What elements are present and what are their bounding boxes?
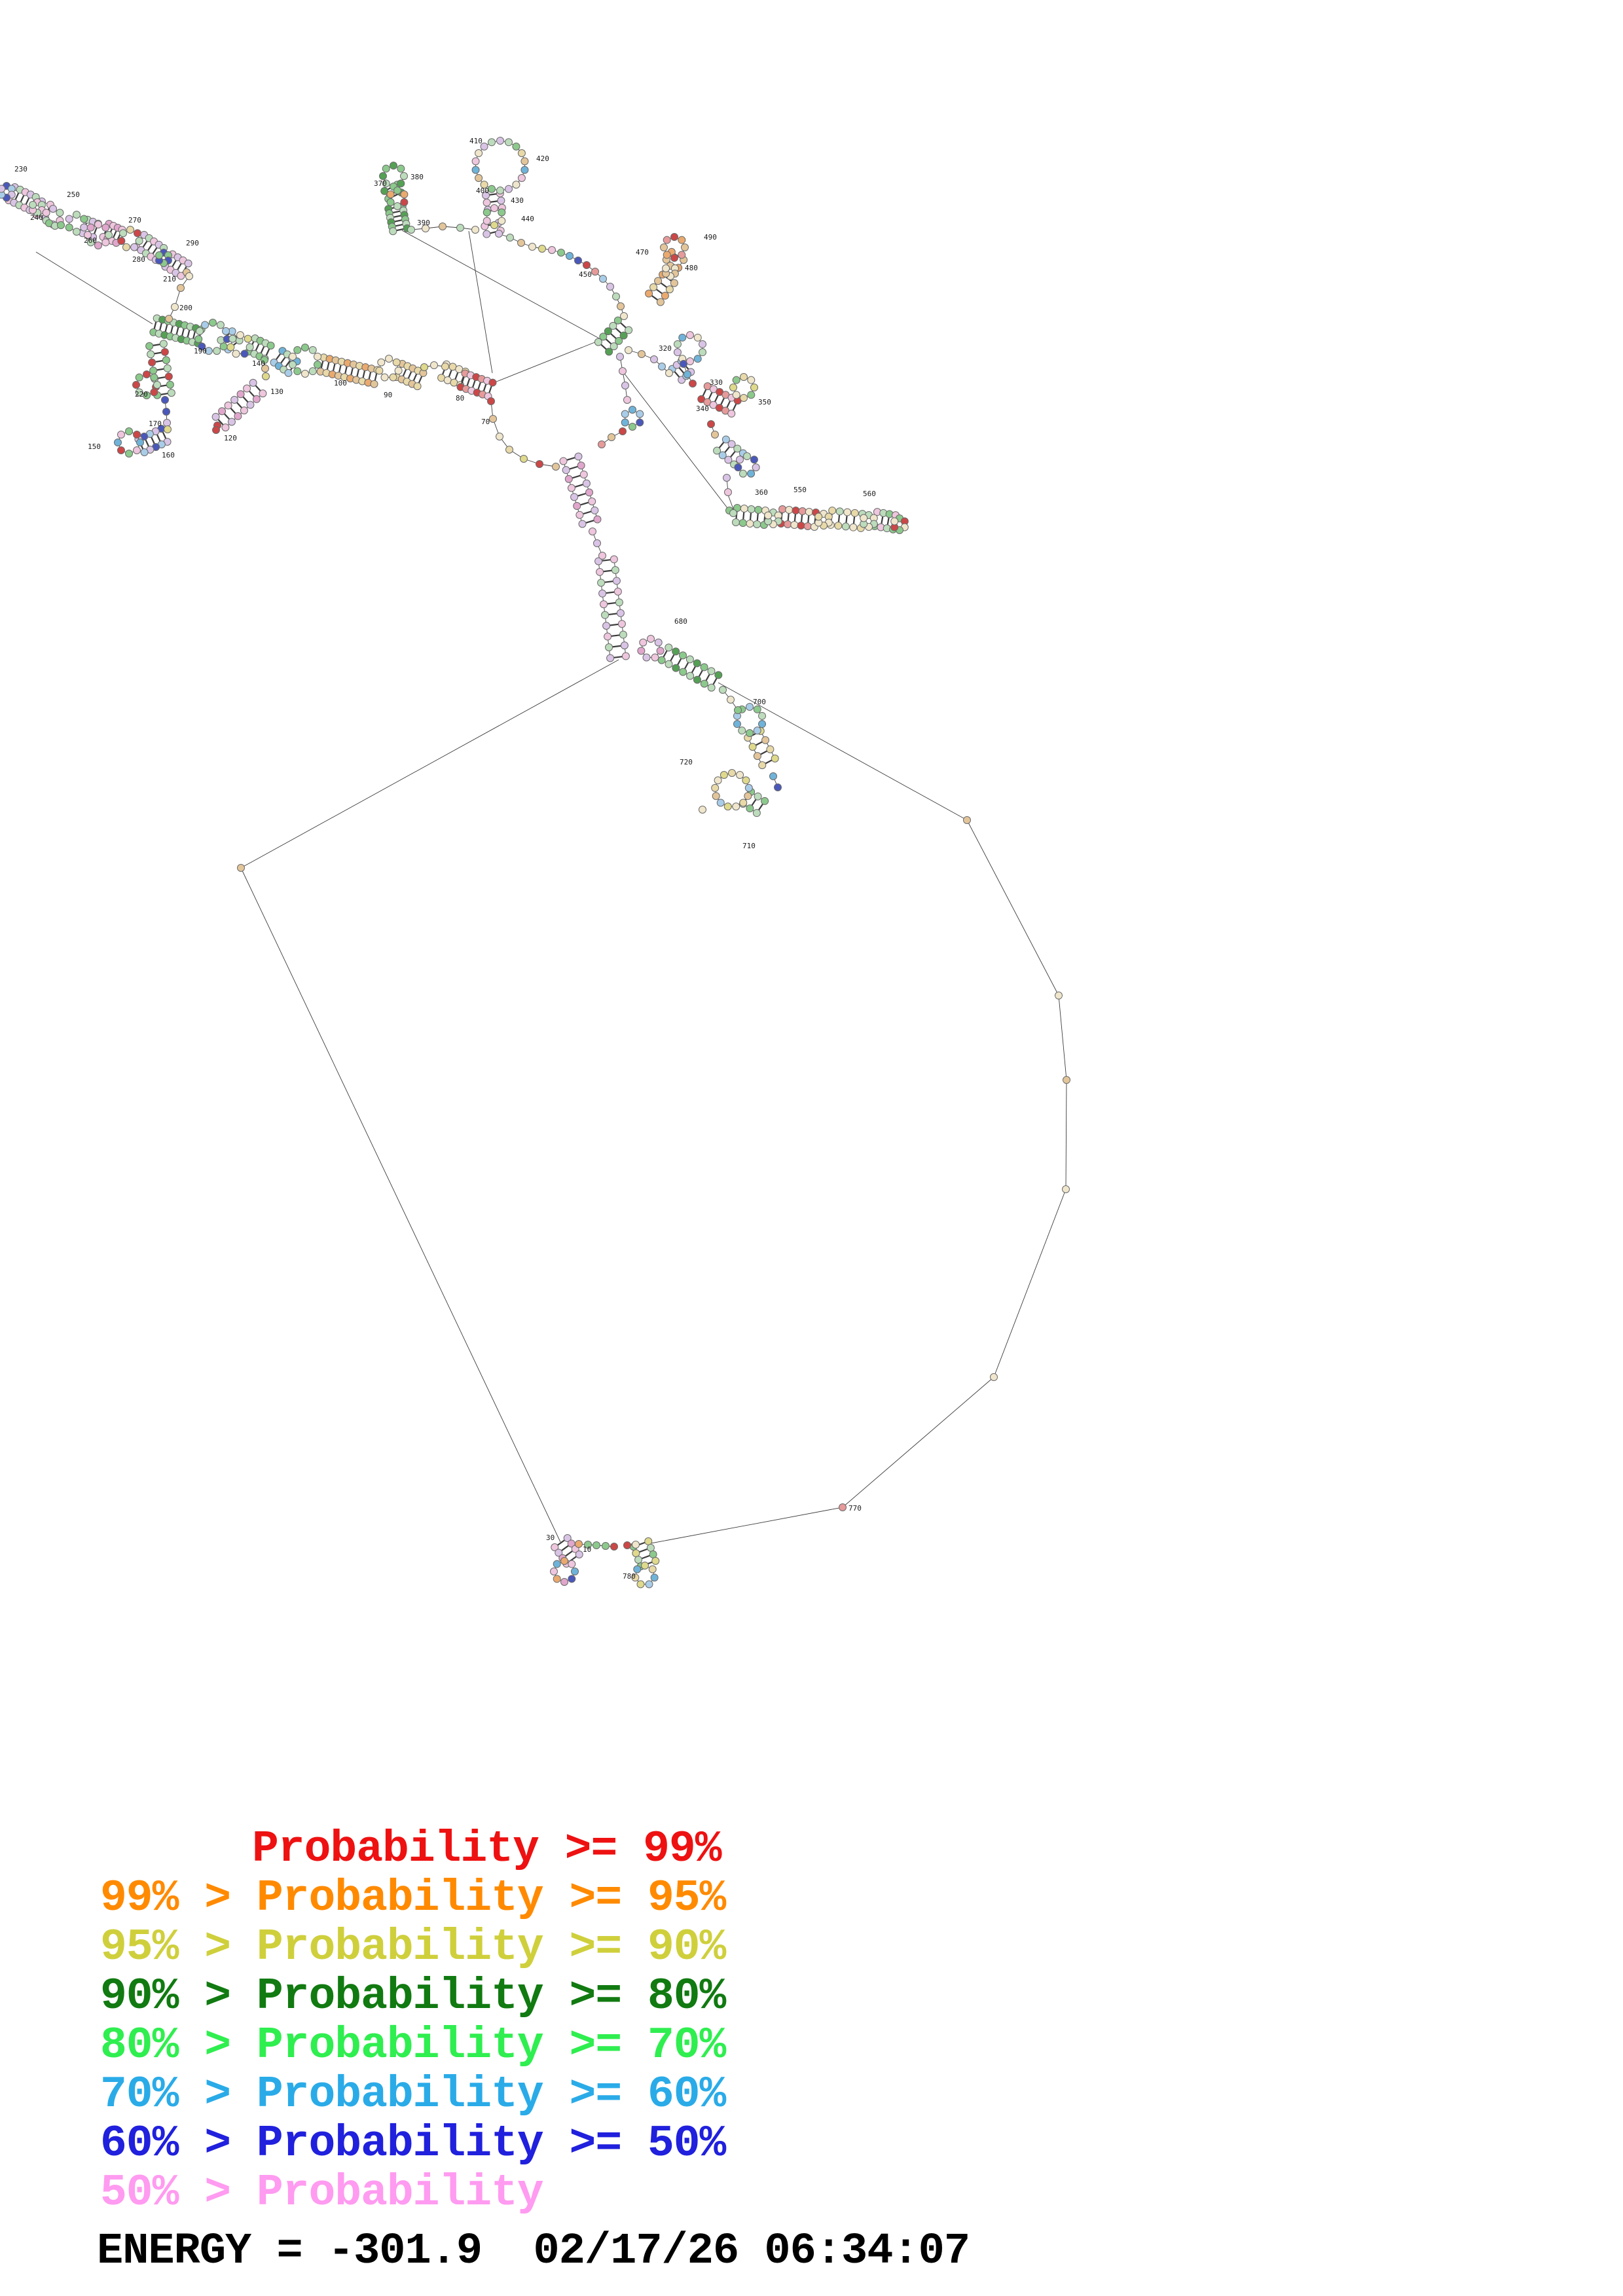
loop bbox=[551, 1558, 579, 1586]
loop bbox=[891, 515, 909, 534]
position-label: 360 bbox=[755, 488, 768, 497]
position-label: 430 bbox=[511, 196, 524, 205]
loop bbox=[115, 428, 144, 457]
loop bbox=[730, 374, 758, 402]
position-label: 420 bbox=[536, 154, 549, 163]
position-label: 400 bbox=[476, 187, 489, 195]
position-label: 340 bbox=[696, 404, 709, 413]
stem bbox=[317, 354, 381, 387]
position-label: 80 bbox=[456, 394, 465, 403]
position-label: 320 bbox=[659, 344, 672, 353]
chain bbox=[421, 362, 449, 371]
position-label: 470 bbox=[636, 248, 649, 257]
position-label: 560 bbox=[863, 490, 876, 498]
position-label: 70 bbox=[481, 418, 490, 426]
position-label: 90 bbox=[384, 391, 393, 399]
loop bbox=[472, 137, 528, 194]
loop bbox=[661, 234, 689, 262]
chain bbox=[575, 1541, 618, 1551]
legend-entry: 95% > Probability >= 90% bbox=[100, 1922, 726, 1973]
position-label: 230 bbox=[14, 165, 27, 173]
chain bbox=[496, 230, 628, 320]
chain bbox=[213, 422, 221, 434]
position-label: 130 bbox=[270, 387, 283, 396]
position-label: 440 bbox=[521, 215, 534, 223]
stem bbox=[595, 556, 630, 662]
position-label: 200 bbox=[179, 304, 192, 312]
legend-entry: Probability >= 99% bbox=[252, 1824, 721, 1874]
stem bbox=[146, 340, 175, 399]
position-label: 10 bbox=[583, 1545, 592, 1554]
loop bbox=[815, 511, 833, 529]
position-label: 240 bbox=[30, 213, 43, 222]
loop bbox=[765, 509, 782, 528]
chain bbox=[770, 773, 782, 791]
position-label: 260 bbox=[84, 236, 97, 245]
position-label: 700 bbox=[753, 698, 766, 706]
loop bbox=[621, 406, 644, 431]
position-label: 550 bbox=[793, 486, 807, 494]
position-label: 140 bbox=[252, 359, 265, 368]
chain bbox=[598, 428, 627, 448]
position-label: 330 bbox=[710, 378, 723, 387]
position-label: 380 bbox=[410, 173, 424, 181]
legend-entry: 80% > Probability >= 70% bbox=[100, 2020, 726, 2071]
chain bbox=[488, 398, 560, 471]
position-label: 150 bbox=[88, 442, 101, 451]
vertex-bases bbox=[238, 806, 1070, 1511]
position-label: 170 bbox=[149, 420, 162, 428]
position-label: 410 bbox=[469, 137, 483, 145]
position-label: 490 bbox=[704, 233, 717, 242]
loop bbox=[735, 453, 759, 478]
position-label: 680 bbox=[674, 617, 687, 626]
connector-lines bbox=[36, 230, 1067, 1543]
position-label: 290 bbox=[186, 239, 199, 247]
position-label: 280 bbox=[132, 255, 145, 264]
position-label: 30 bbox=[546, 1534, 555, 1542]
position-label: 710 bbox=[742, 842, 756, 850]
energy-readout: ENERGY = -301.9 02/17/26 06:34:07 bbox=[97, 2227, 970, 2276]
position-label: 210 bbox=[163, 275, 176, 283]
position-label: 370 bbox=[374, 179, 387, 188]
position-label: 720 bbox=[680, 758, 693, 766]
position-label: 350 bbox=[758, 398, 771, 406]
chain bbox=[723, 475, 732, 496]
position-label: 480 bbox=[685, 264, 698, 272]
loop bbox=[156, 249, 172, 267]
position-label: 220 bbox=[135, 390, 148, 399]
position-label: 270 bbox=[128, 216, 141, 224]
position-label: 780 bbox=[623, 1572, 636, 1581]
legend-entry: 60% > Probability >= 50% bbox=[100, 2119, 726, 2169]
stem bbox=[560, 453, 601, 528]
position-label: 390 bbox=[417, 219, 430, 227]
position-labels bbox=[14, 137, 876, 1581]
loop bbox=[674, 332, 706, 365]
legend-entry: 50% > Probability bbox=[100, 2168, 543, 2218]
legend-entry: 99% > Probability >= 95% bbox=[100, 1873, 726, 1924]
stem bbox=[777, 506, 819, 531]
position-label: 120 bbox=[224, 434, 237, 442]
chain bbox=[589, 528, 606, 560]
stem bbox=[732, 505, 769, 529]
position-label: 100 bbox=[334, 379, 347, 387]
loop bbox=[84, 221, 113, 249]
loop bbox=[712, 770, 753, 810]
loop bbox=[632, 1562, 658, 1588]
chain bbox=[708, 421, 719, 439]
legend-entry: 70% > Probability >= 60% bbox=[100, 2070, 726, 2120]
position-label: 160 bbox=[162, 451, 175, 459]
stem bbox=[658, 644, 722, 691]
loop bbox=[0, 183, 15, 202]
chain bbox=[617, 353, 631, 404]
chain bbox=[720, 687, 742, 714]
loop bbox=[860, 512, 878, 531]
stem bbox=[714, 436, 747, 468]
position-label: 770 bbox=[848, 1504, 862, 1513]
loop bbox=[663, 262, 679, 280]
position-label: 450 bbox=[579, 270, 592, 279]
position-label: 250 bbox=[67, 190, 80, 199]
legend-entry: 90% > Probability >= 80% bbox=[100, 1971, 726, 2022]
position-label: 190 bbox=[194, 347, 207, 355]
